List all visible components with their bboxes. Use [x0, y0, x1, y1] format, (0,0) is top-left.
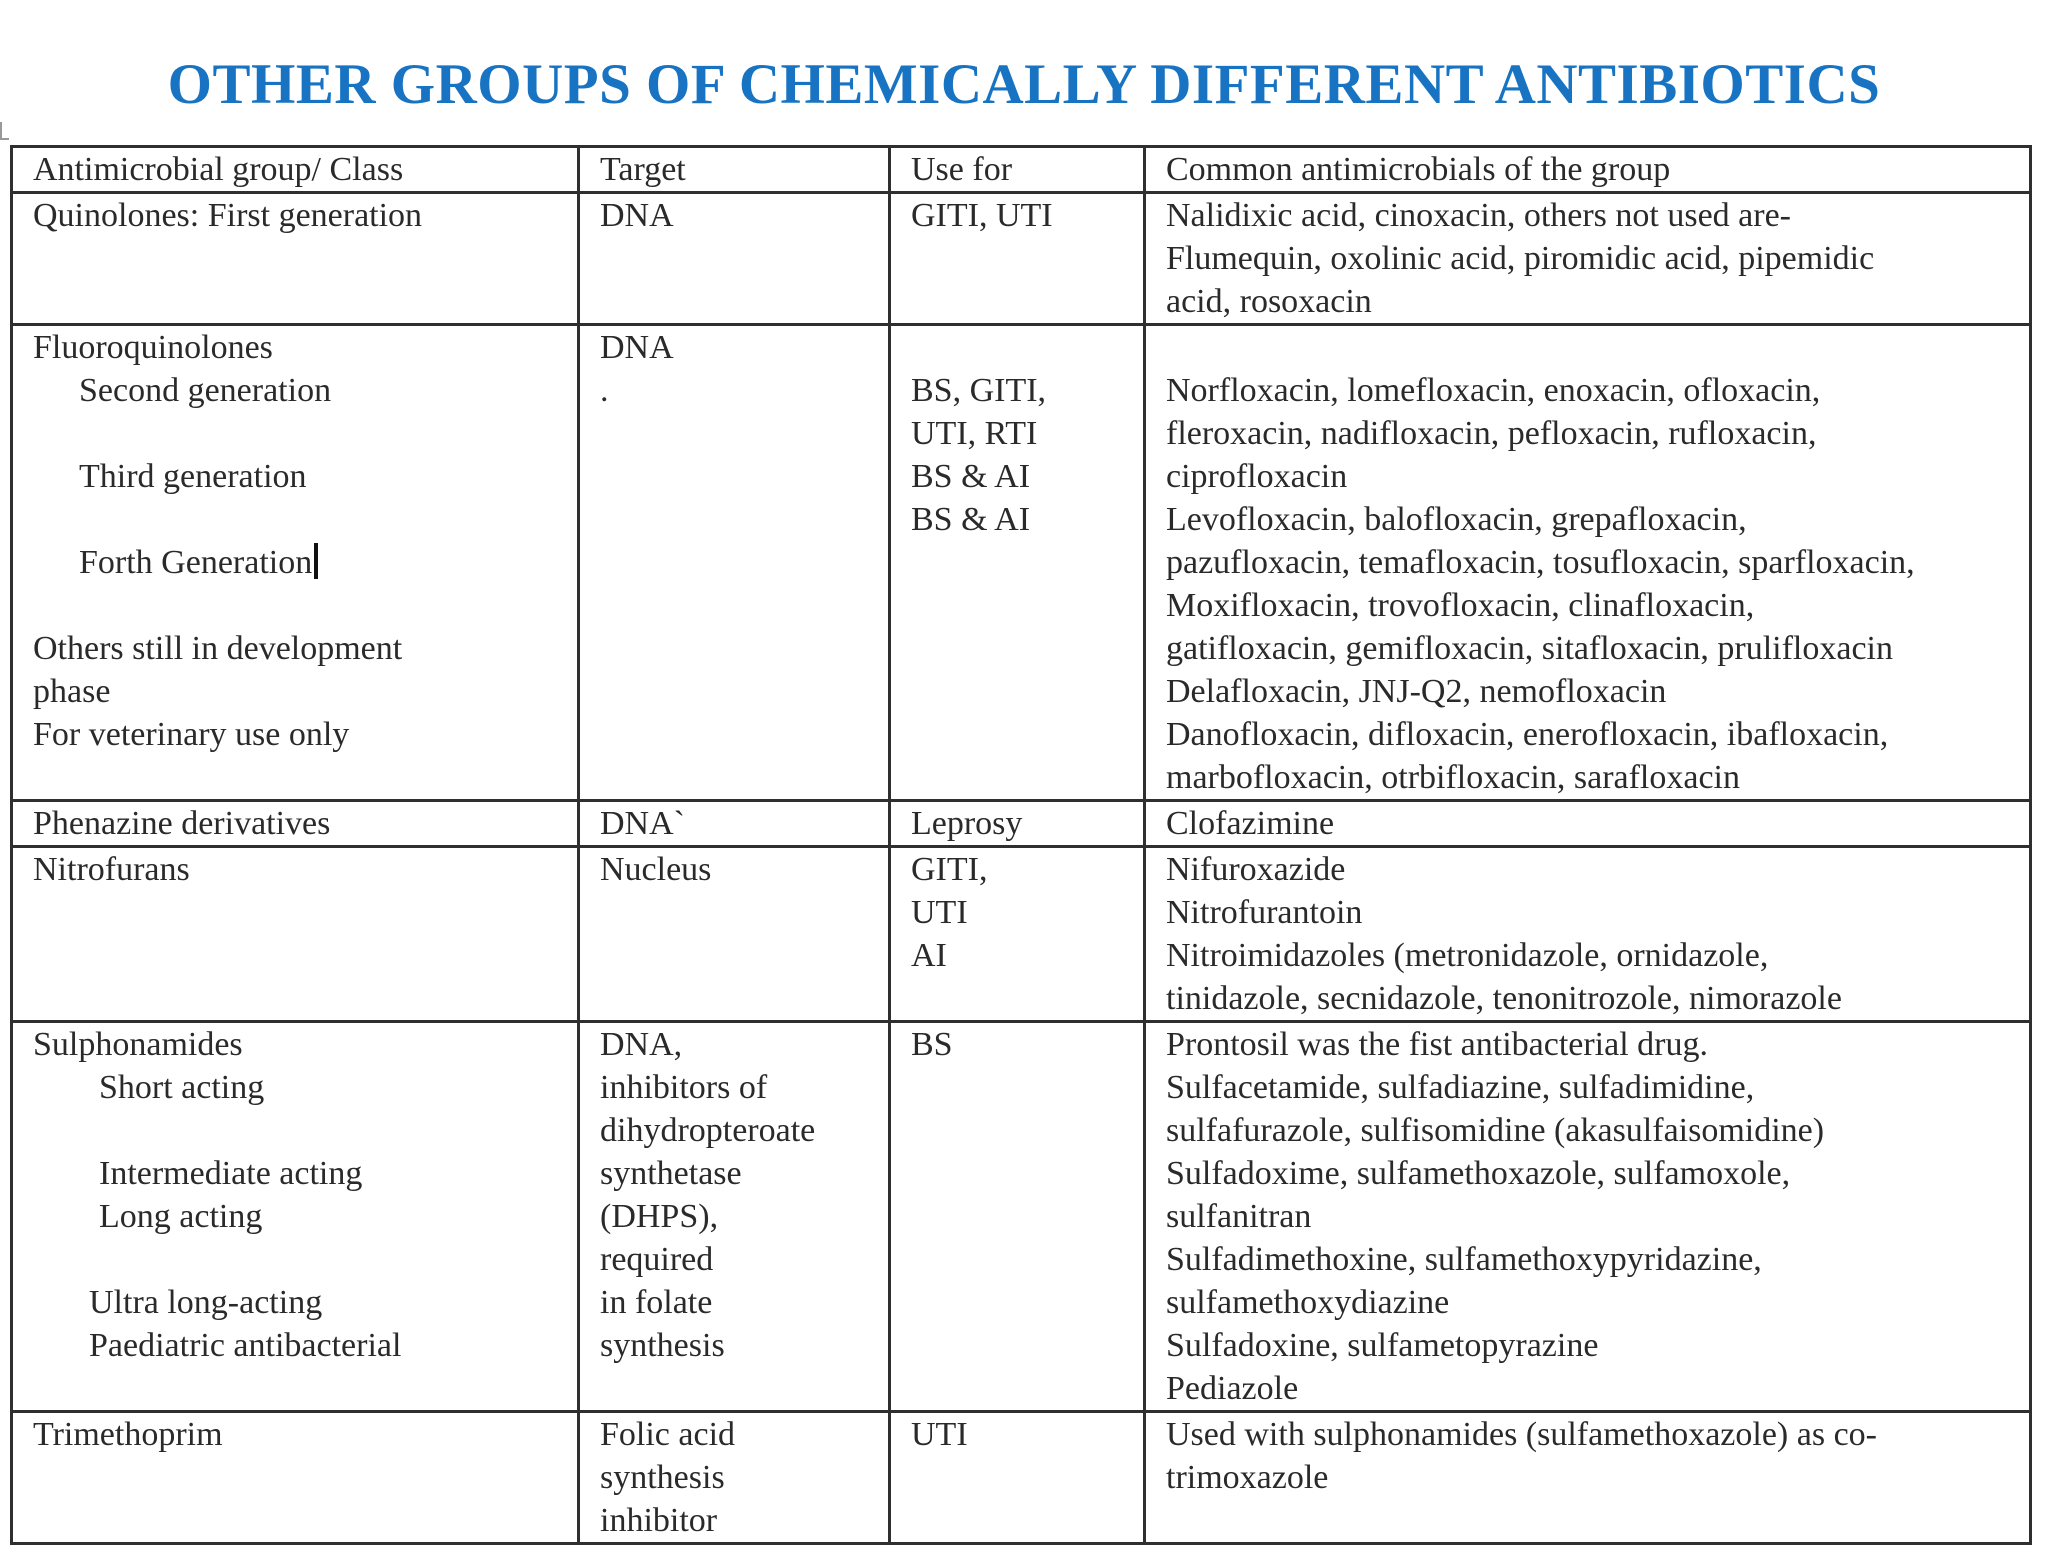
subgroup-second-generation: Second generation	[79, 372, 332, 409]
page-title: OTHER GROUPS OF CHEMICALLY DIFFERENT ANTIBIOTICS	[167, 53, 1881, 116]
subgroup-development: Others still in development	[33, 630, 403, 667]
header-use-cell	[890, 147, 1145, 193]
common-line: Danofloxacin, difloxacin, enerofloxacin, ibafloxacin,	[1166, 716, 1889, 753]
subgroup-paediatric: Paediatric antibacterial	[89, 1327, 402, 1364]
group-name: Phenazine derivatives	[33, 805, 331, 842]
target-text: DNA	[600, 329, 674, 366]
use-text: Leprosy	[911, 805, 1023, 842]
use-text: UTI	[911, 894, 968, 931]
common-cell	[1145, 801, 2031, 847]
subgroup-intermediate-acting: Intermediate acting	[99, 1155, 363, 1192]
use-text: BS & AI	[911, 501, 1031, 538]
common-line: pazufloxacin, temafloxacin, tosufloxacin, sparfloxacin,	[1166, 544, 1915, 581]
common-line: Nitroimidazoles (metronidazole, ornidazole,	[1166, 937, 1769, 974]
common-line: Flumequin, oxolinic acid, piromidic acid, pipemidic	[1166, 240, 1875, 277]
target-text: dihydropteroate	[600, 1112, 816, 1149]
subgroup-long-acting: Long acting	[99, 1198, 263, 1235]
target-text: inhibitors of	[600, 1069, 768, 1106]
table-header-row	[12, 147, 2031, 193]
group-cell	[12, 193, 579, 325]
text-cursor	[314, 543, 318, 579]
use-text: GITI,	[911, 851, 988, 888]
header-group: Antimicrobial group/ Class	[33, 151, 404, 188]
use-text: AI	[911, 937, 947, 974]
common-line: Nitrofurantoin	[1166, 894, 1363, 931]
use-cell	[890, 801, 1145, 847]
group-name: Sulphonamides	[33, 1026, 243, 1063]
common-line: Nalidixic acid, cinoxacin, others not used are-	[1166, 197, 1791, 234]
use-cell	[890, 1412, 1145, 1544]
common-line: trimoxazole	[1166, 1459, 1329, 1496]
target-text: DNA,	[600, 1026, 683, 1063]
target-text: DNA	[600, 197, 674, 234]
group-cell	[12, 847, 579, 1022]
subgroup-ultra-long-acting: Ultra long-acting	[89, 1284, 323, 1321]
antibiotics-table	[10, 145, 2032, 1545]
common-line: sulfafurazole, sulfisomidine (akasulfaisomidine)	[1166, 1112, 1825, 1149]
header-use: Use for	[911, 151, 1013, 188]
use-cell	[890, 193, 1145, 325]
target-text: synthesis	[600, 1327, 725, 1364]
table-row	[12, 1022, 2031, 1412]
header-common-cell	[1145, 147, 2031, 193]
target-cell	[579, 847, 890, 1022]
common-line: Prontosil was the fist antibacterial drug.	[1166, 1026, 1708, 1063]
group-name: Quinolones: First generation	[33, 197, 423, 234]
common-line: acid, rosoxacin	[1166, 283, 1372, 320]
target-cell	[579, 801, 890, 847]
common-line: Sulfadoxime, sulfamethoxazole, sulfamoxole,	[1166, 1155, 1791, 1192]
common-line: Moxifloxacin, trovofloxacin, clinafloxacin,	[1166, 587, 1755, 624]
target-cell	[579, 1022, 890, 1412]
common-line: Norfloxacin, lomefloxacin, enoxacin, ofloxacin,	[1166, 372, 1821, 409]
use-cell	[890, 325, 1145, 801]
margin-marker	[0, 122, 9, 140]
common-cell	[1145, 1022, 2031, 1412]
target-text: required	[600, 1241, 714, 1278]
target-text: in folate	[600, 1284, 713, 1321]
table-row	[12, 1412, 2031, 1544]
use-text: GITI, UTI	[911, 197, 1053, 234]
use-cell	[890, 847, 1145, 1022]
use-text: UTI	[911, 1416, 968, 1453]
group-cell	[12, 801, 579, 847]
group-cell	[12, 1022, 579, 1412]
header-common: Common antimicrobials of the group	[1166, 151, 1671, 188]
common-line: Nifuroxazide	[1166, 851, 1346, 888]
target-text: .	[600, 372, 609, 409]
target-cell	[579, 325, 890, 801]
common-cell	[1145, 1412, 2031, 1544]
target-cell	[579, 1412, 890, 1544]
common-line: Sulfadoxine, sulfametopyrazine	[1166, 1327, 1599, 1364]
header-group-cell	[12, 147, 579, 193]
common-line: marbofloxacin, otrbifloxacin, sarafloxacin	[1166, 759, 1740, 796]
group-name: Fluoroquinolones	[33, 329, 273, 366]
common-cell	[1145, 847, 2031, 1022]
group-cell	[12, 1412, 579, 1544]
common-cell	[1145, 325, 2031, 801]
table-row	[12, 325, 2031, 801]
use-text: BS & AI	[911, 458, 1031, 495]
subgroup-short-acting: Short acting	[99, 1069, 265, 1106]
group-cell	[12, 325, 579, 801]
target-text: inhibitor	[600, 1502, 718, 1539]
header-target: Target	[600, 151, 686, 188]
common-line: Sulfacetamide, sulfadiazine, sulfadimidine,	[1166, 1069, 1755, 1106]
use-text: UTI, RTI	[911, 415, 1038, 452]
use-text: BS, GITI,	[911, 372, 1047, 409]
subgroup-development-cont: phase	[33, 673, 111, 710]
group-name: Trimethoprim	[33, 1416, 223, 1453]
target-text: (DHPS),	[600, 1198, 719, 1235]
common-line: Used with sulphonamides (sulfamethoxazole) as co-	[1166, 1416, 1877, 1453]
table-row	[12, 801, 2031, 847]
common-cell	[1145, 193, 2031, 325]
subgroup-veterinary: For veterinary use only	[33, 716, 350, 753]
target-text: DNA`	[600, 805, 685, 842]
table-row	[12, 193, 2031, 325]
group-name: Nitrofurans	[33, 851, 190, 888]
common-line: fleroxacin, nadifloxacin, pefloxacin, rufloxacin,	[1166, 415, 1817, 452]
use-cell	[890, 1022, 1145, 1412]
common-line: gatifloxacin, gemifloxacin, sitafloxacin, prulifloxacin	[1166, 630, 1893, 667]
common-line: Clofazimine	[1166, 805, 1335, 842]
use-text: BS	[911, 1026, 953, 1063]
common-line: sulfamethoxydiazine	[1166, 1284, 1450, 1321]
target-text: Folic acid	[600, 1416, 736, 1453]
subgroup-third-generation: Third generation	[79, 458, 307, 495]
target-cell	[579, 193, 890, 325]
target-text: Nucleus	[600, 851, 712, 888]
common-line: Pediazole	[1166, 1370, 1299, 1407]
common-line: Delafloxacin, JNJ-Q2, nemofloxacin	[1166, 673, 1667, 710]
target-text: synthesis	[600, 1459, 725, 1496]
target-text: synthetase	[600, 1155, 742, 1192]
common-line: tinidazole, secnidazole, tenonitrozole, nimorazole	[1166, 980, 1842, 1017]
common-line: ciprofloxacin	[1166, 458, 1348, 495]
subgroup-forth-generation: Forth Generation	[33, 541, 565, 584]
common-line: sulfanitran	[1166, 1198, 1312, 1235]
common-line: Levofloxacin, balofloxacin, grepafloxacin,	[1166, 501, 1747, 538]
header-target-cell	[579, 147, 890, 193]
table-row	[12, 847, 2031, 1022]
common-line: Sulfadimethoxine, sulfamethoxypyridazine,	[1166, 1241, 1762, 1278]
